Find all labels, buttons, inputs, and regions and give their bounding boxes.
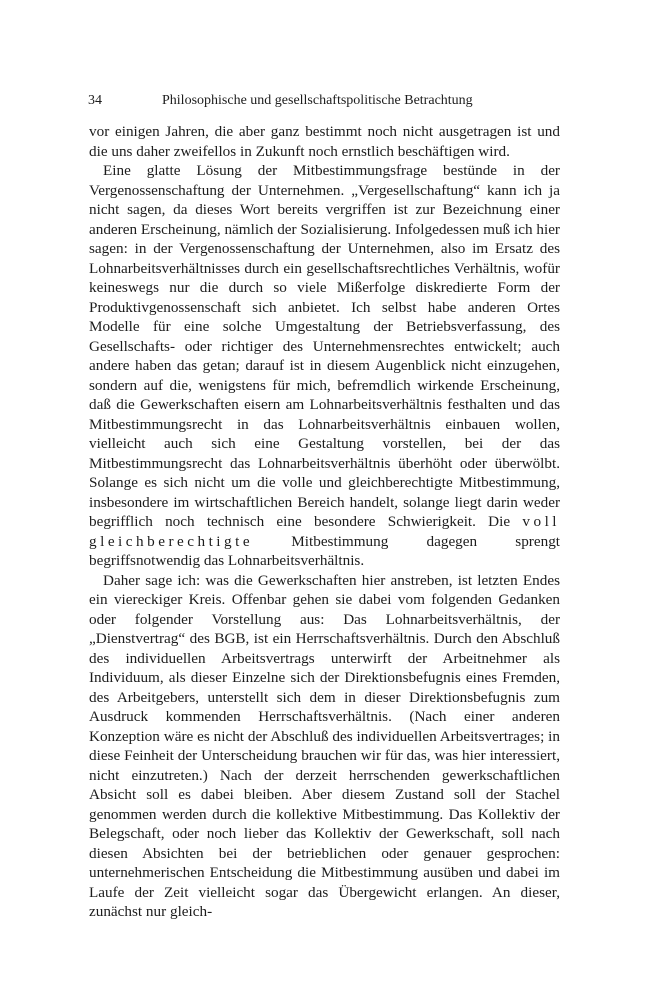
paragraph-text: Eine glatte Lösung der Mitbestimmungsfrage bestünde in der Vergenossenschaftung der Unternehmen. „Vergesellschaftung“ kann ich ja nicht sagen, da dieses Wort bereits vergriffen ist zur Bezeichnung einer anderen Erscheinung, nämlich der Sozialisierung. Infolgedessen muß ich hier sagen: in der Vergenossenschaftung der Unternehmen, also im Ersatz des Lohnarbeitsverhältnisses durch ein gesellschaftsrechtliches Verhältnis, wofür keineswegs nur die durch so viele Mißerfolge diskredierte Form der Produktivgenossenschaft sich anbietet. Ich selbst habe anderen Ortes Modelle für eine solche Umgestaltung der Betriebsverfassung, des Gesellschafts- oder richtiger des Unternehmensrechtes entwickelt; auch andere haben das getan; darauf ist in diesem Augenblick nicht einzugehen, sondern auf die, wenigstens für mich, befremdlich wirkende Erscheinung, daß die Gewerkschaften eisern am Lohnarbeitsverhältnis festhalten und das Mitbestimmungsrecht in das Lohnarbeitsverhältnis einbauen wollen, vielleicht auch sich eine Gestaltung vorstellen, bei der das Mitbestimmungsrecht das Lohnarbeitsverhältnis überhöht oder überwölbt. Solange es sich nicht um die volle und gleichberechtigte Mitbestimmung, insbesondere im wirtschaftlichen Bereich handelt, solange liegt darin weder begrifflich noch technisch eine besondere Schwierigkeit. Die bbox=[89, 162, 560, 530]
running-title: Philosophische und gesellschaftspolitische Betrachtung bbox=[162, 93, 473, 108]
paragraph-text: Daher sage ich: was die Gewerkschaften hier anstreben, ist letzten Endes ein viereckiger Kreis. Offenbar gehen sie dabei vom folgenden Gedanken oder folgender Vorstellung aus: Das Lohnarbeitsverhältnis, der „Dienstvertrag“ des BGB, ist ein Herrschaftsverhältnis. Durch den Abschluß des individuellen Arbeitsvertrags unterwirft der Arbeitnehmer als Individuum, als dieser Einzelne sich der Direktionsbefugnis eines Fremden, des Arbeitgebers, unterstellt sich dem in dieser Direktionsbefugnis zum Ausdruck kommenden Herrschaftsverhältnis. (Nach einer anderen Konzeption wäre es nicht der Abschluß des individuellen Arbeitsvertrages; in diese Feinheit der Unterscheidung brauchen wir für das, was hier interessiert, nicht einzutreten.) Nach der derzeit herrschenden gewerkschaftlichen Absicht soll es dabei bleiben. Aber diesem Zustand soll der Stachel genommen werden durch die kollektive Mitbestimmung. Das Kollektiv der Belegschaft, oder noch lieber das Kollektiv der Gewerkschaft, soll nach diesen Absichten bei der betrieblichen oder genauer gesprochen: unternehmerischen Entscheidung die Mitbestimmung ausüben und dabei im Laufe der Zeit vielleicht sogar das Übergewicht erlangen. An dieser, zunächst nur gleich- bbox=[89, 571, 560, 920]
paragraph-viereckiger-kreis bbox=[89, 571, 560, 922]
paragraph-text: Mitbestimmung dagegen sprengt begriffsnotwendig das Lohnarbeitsverhältnis. bbox=[89, 532, 561, 569]
emphasized-spaced-text: voll gleichberechtigte bbox=[89, 513, 561, 550]
body-text bbox=[89, 122, 560, 922]
paragraph-text: vor einigen Jahren, die aber ganz bestimmt noch nicht ausgetragen ist und die uns daher zweifellos in Zukunft noch ernstlich beschäftigen wird. bbox=[89, 123, 560, 160]
paragraph-vergenossenschaftung bbox=[89, 161, 560, 571]
paragraph-continued bbox=[89, 122, 560, 161]
page-number: 34 bbox=[88, 93, 102, 108]
